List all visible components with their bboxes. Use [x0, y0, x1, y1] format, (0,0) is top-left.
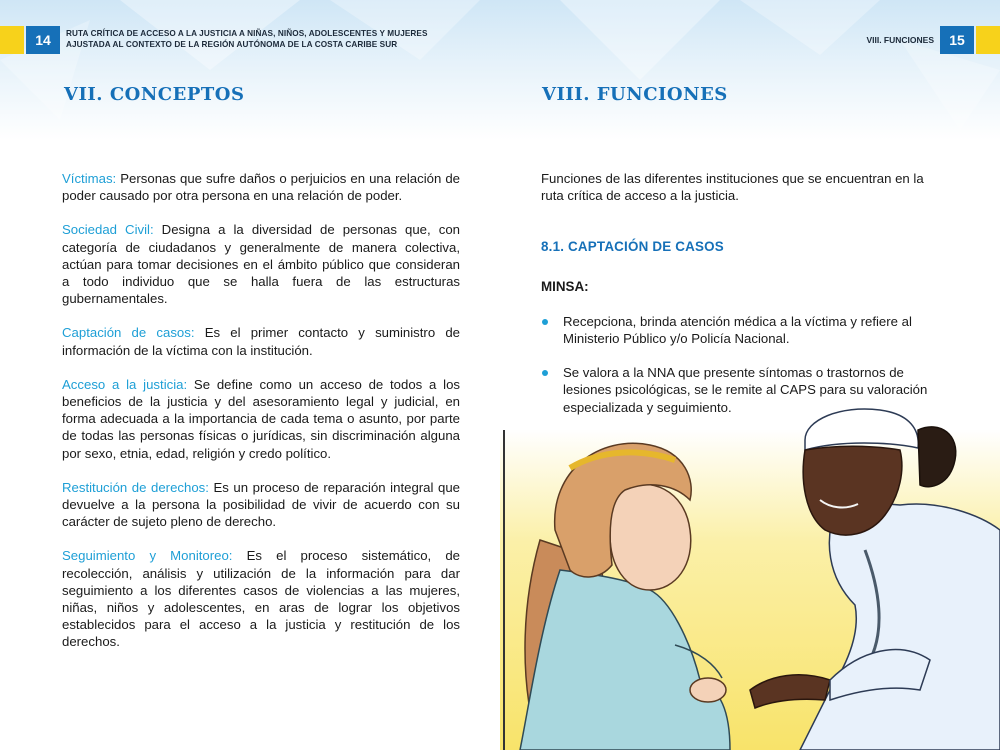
- definition-seguimiento-y-monitoreo: [62, 547, 460, 650]
- header-yellow-tab-left: [0, 26, 24, 54]
- definition-acceso-a-la-justicia: [62, 376, 460, 462]
- definition-term: Captación de casos:: [62, 325, 195, 341]
- definition-captacion-de-casos: [62, 324, 460, 358]
- definition-restitucion-de-derechos: [62, 479, 460, 531]
- nurse-and-girl-illustration: [500, 390, 1000, 750]
- subsection-title: 8.1. CAPTACIÓN DE CASOS: [541, 239, 724, 255]
- definition-text: Es un proceso de reparación integral que devuelve a la persona la posibilidad de vivir de acuerdo con su carácter de sujeto pleno de derecho.: [62, 479, 460, 530]
- left-page-heading: VII. CONCEPTOS: [64, 84, 245, 105]
- bullet-item: [541, 313, 941, 347]
- running-title-line1: RUTA CRÍTICA DE ACCESO A LA JUSTICIA A NIÑAS, NIÑOS, ADOLESCENTES Y MUJERES: [66, 29, 428, 38]
- running-title-line2: AJUSTADA AL CONTEXTO DE LA REGIÓN AUTÓNOMA DE LA COSTA CARIBE SUR: [66, 40, 398, 49]
- header-background-pattern: [0, 0, 1000, 140]
- header-yellow-tab-right: [976, 26, 1000, 54]
- definition-text: Es el primer contacto y suministro de información de la víctima con la institución.: [62, 325, 461, 358]
- right-page-heading: VIII. FUNCIONES: [542, 84, 728, 105]
- definition-sociedad-civil: [62, 221, 460, 307]
- page-number-right: 15: [940, 26, 974, 54]
- definition-term: Sociedad Civil:: [62, 222, 154, 238]
- running-title: [66, 28, 428, 50]
- bullet-text: Recepciona, brinda atención médica a la víctima y refiere al Ministerio Público y/o Policía Nacional.: [563, 313, 912, 347]
- definition-term: Restitución de derechos:: [62, 479, 209, 495]
- bullet-text: Se valora a la NNA que presente síntomas o trastornos de lesiones psicológicas, se le remite al CAPS para su valoración especializada y seguimiento.: [563, 365, 928, 415]
- definition-victimas: [62, 170, 460, 204]
- org-label-minsa: MINSA:: [541, 278, 589, 294]
- definitions-list: [62, 170, 460, 668]
- definition-term: Acceso a la justicia:: [62, 376, 188, 392]
- definition-text: Es el proceso sistemático, de recolección, análisis y utilización de la información para dar seguimiento a los diferentes casos de violencias a las mujeres, niñas, niños y adolescentes, en aras de lograr los objetivos establecidos para el acceso a la justicia y restitución de los derechos.: [62, 548, 460, 650]
- definition-term: Víctimas:: [62, 171, 117, 186]
- definition-text: Se define como un acceso de todos a los beneficios de la justicia y del asesoramiento legal y judicial, en forma adecuada a la importancia de cada tema o asunto, por parte de todas las personas físicas o jurídicas, sin discriminación alguna por sexo, etnia, edad, religión y credo político.: [62, 376, 461, 461]
- page-number-left: 14: [26, 26, 60, 54]
- definition-text: Designa a la diversidad de personas que, con categoría de ciudadanos y generalmente de manera colectiva, actúan para tomar decisiones en el ámbito público que consideran a todo individuo que se halla fuera de las estructuras gubernamentales.: [62, 222, 460, 307]
- bullet-dot-icon: [542, 319, 548, 325]
- header-band: [0, 0, 1000, 140]
- functions-intro: Funciones de las diferentes instituciones que se encuentran en la ruta crítica de acceso a la justicia.: [541, 171, 924, 204]
- definition-term: Seguimiento y Monitoreo:: [62, 548, 233, 564]
- definition-text: Personas que sufre daños o perjuicios en una relación de poder causado por otra persona en una relación de poder.: [62, 171, 460, 204]
- bullet-dot-icon: [542, 370, 548, 376]
- running-chapter: VIII. FUNCIONES: [866, 35, 934, 45]
